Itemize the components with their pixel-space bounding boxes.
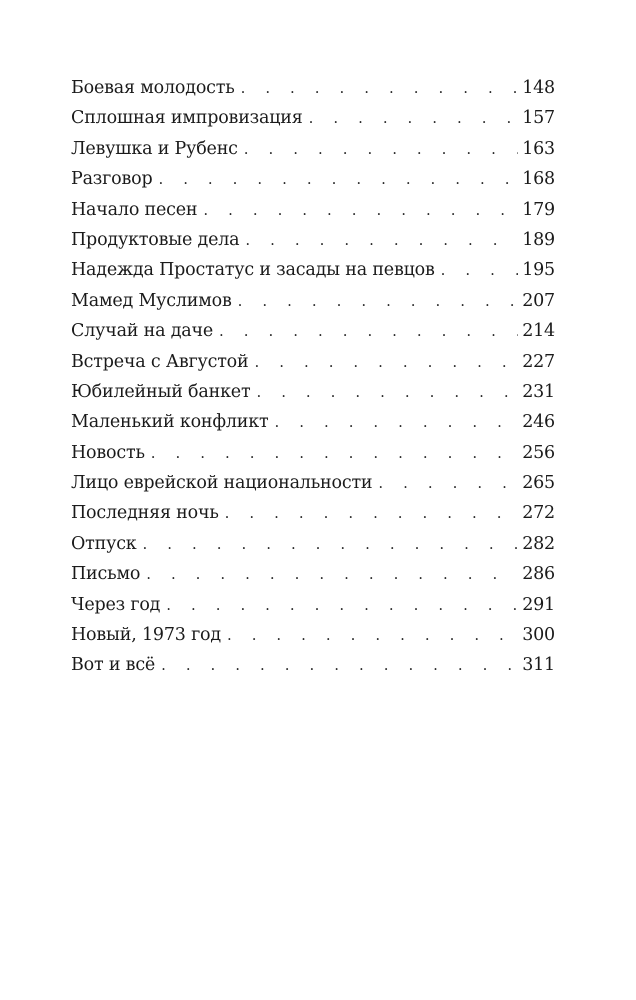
toc-entry-page: 282 <box>522 533 555 554</box>
toc-entry <box>71 286 555 316</box>
toc-entry-title: Маленький конфликт <box>71 412 269 433</box>
toc-entry <box>71 590 555 620</box>
dot-leader <box>435 255 519 285</box>
toc-entry <box>71 134 555 164</box>
toc-entry <box>71 255 555 285</box>
toc-entry-page: 311 <box>522 655 555 676</box>
dot-leader <box>155 650 518 680</box>
dot-leader <box>235 73 519 103</box>
toc-entry-title: Левушка и Рубенс <box>71 138 238 159</box>
dot-leader <box>197 195 518 225</box>
dot-leader <box>221 620 518 650</box>
toc-entry <box>71 73 555 103</box>
dot-leader <box>239 225 518 255</box>
toc-entry <box>71 650 555 680</box>
toc-entry-page: 207 <box>522 290 555 311</box>
toc-entry-title: Письмо <box>71 564 141 585</box>
dot-leader <box>213 316 518 346</box>
toc-entry-page: 179 <box>522 199 555 220</box>
toc-entry-title: Начало песен <box>71 199 198 220</box>
dot-leader <box>232 286 519 316</box>
toc-entry <box>71 347 555 377</box>
dot-leader <box>250 377 518 407</box>
dot-leader <box>152 164 518 194</box>
toc-entry-title: Отпуск <box>71 533 137 554</box>
toc-entry <box>71 377 555 407</box>
toc-entry-page: 286 <box>522 564 555 585</box>
toc-entry-title: Последняя ночь <box>71 503 219 524</box>
toc-entry-page: 291 <box>522 594 555 615</box>
dot-leader <box>372 468 518 498</box>
toc-entry-page: 256 <box>522 442 555 463</box>
toc-entry-title: Новый, 1973 год <box>71 625 221 646</box>
dot-leader <box>160 590 518 620</box>
toc-entry-page: 227 <box>522 351 555 372</box>
toc-entry-page: 300 <box>522 625 555 646</box>
toc-entry-title: Сплошная импровизация <box>71 108 303 129</box>
toc-entry-title: Разговор <box>71 169 153 190</box>
toc-entry <box>71 559 555 589</box>
toc-entry-page: 189 <box>522 229 555 250</box>
toc-entry <box>71 164 555 194</box>
dot-leader <box>219 498 519 528</box>
toc-entry-title: Через год <box>71 594 161 615</box>
toc-entry <box>71 195 555 225</box>
toc-entry-page: 265 <box>522 473 555 494</box>
toc-entry-title: Новость <box>71 442 145 463</box>
table-of-contents <box>71 73 555 681</box>
toc-entry-title: Случай на даче <box>71 321 214 342</box>
toc-entry-title: Вот и всё <box>71 655 156 676</box>
toc-entry-title: Боевая молодость <box>71 78 235 98</box>
toc-entry <box>71 438 555 468</box>
toc-entry-title: Встреча с Августой <box>71 351 249 372</box>
dot-leader <box>140 559 518 589</box>
toc-entry-page: 195 <box>522 260 555 281</box>
dot-leader <box>145 438 518 468</box>
dot-leader <box>137 529 519 559</box>
toc-entry <box>71 103 555 133</box>
toc-entry-title: Продуктовые дела <box>71 229 240 250</box>
toc-entry-page: 168 <box>522 169 555 190</box>
toc-entry-title: Юбилейный банкет <box>71 381 251 402</box>
toc-entry-page: 163 <box>522 138 555 159</box>
toc-entry-title: Мамед Муслимов <box>71 290 232 311</box>
toc-entry-title: Лицо еврейской национальности <box>71 473 373 494</box>
toc-entry-page: 272 <box>522 503 555 524</box>
toc-entry <box>71 316 555 346</box>
toc-entry <box>71 498 555 528</box>
toc-entry <box>71 225 555 255</box>
toc-entry-title: Надежда Простатус и засады на певцов <box>71 260 435 281</box>
toc-entry-page: 231 <box>522 381 555 402</box>
dot-leader <box>238 134 518 164</box>
toc-entry <box>71 407 555 437</box>
toc-entry-page: 246 <box>522 412 555 433</box>
toc-entry <box>71 620 555 650</box>
dot-leader <box>303 103 519 133</box>
toc-entry-page: 148 <box>522 78 555 98</box>
dot-leader <box>268 407 518 437</box>
toc-entry-page: 214 <box>522 321 555 342</box>
toc-entry-page: 157 <box>522 108 555 129</box>
toc-entry <box>71 468 555 498</box>
toc-entry <box>71 529 555 559</box>
dot-leader <box>248 347 518 377</box>
